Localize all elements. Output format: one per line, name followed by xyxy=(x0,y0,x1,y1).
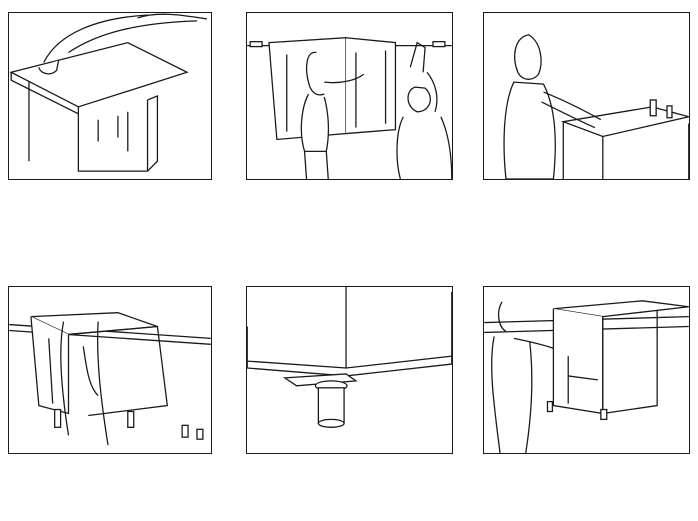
illustration-step-6 xyxy=(483,286,690,454)
leg-closeup-drawing xyxy=(247,287,452,453)
illustration-step-3 xyxy=(483,12,690,180)
wall-cabinets-drawing xyxy=(247,13,452,179)
base-cabinets-drawing xyxy=(484,13,689,179)
base-cabinet-row-drawing xyxy=(484,287,689,453)
illustration-step-4 xyxy=(8,286,212,454)
assembly-frame-drawing xyxy=(9,13,211,179)
illustration-step-5 xyxy=(246,286,453,454)
illustration-step-1 xyxy=(8,12,212,180)
illustration-step-2 xyxy=(246,12,453,180)
rail-mount-drawing xyxy=(9,287,211,453)
